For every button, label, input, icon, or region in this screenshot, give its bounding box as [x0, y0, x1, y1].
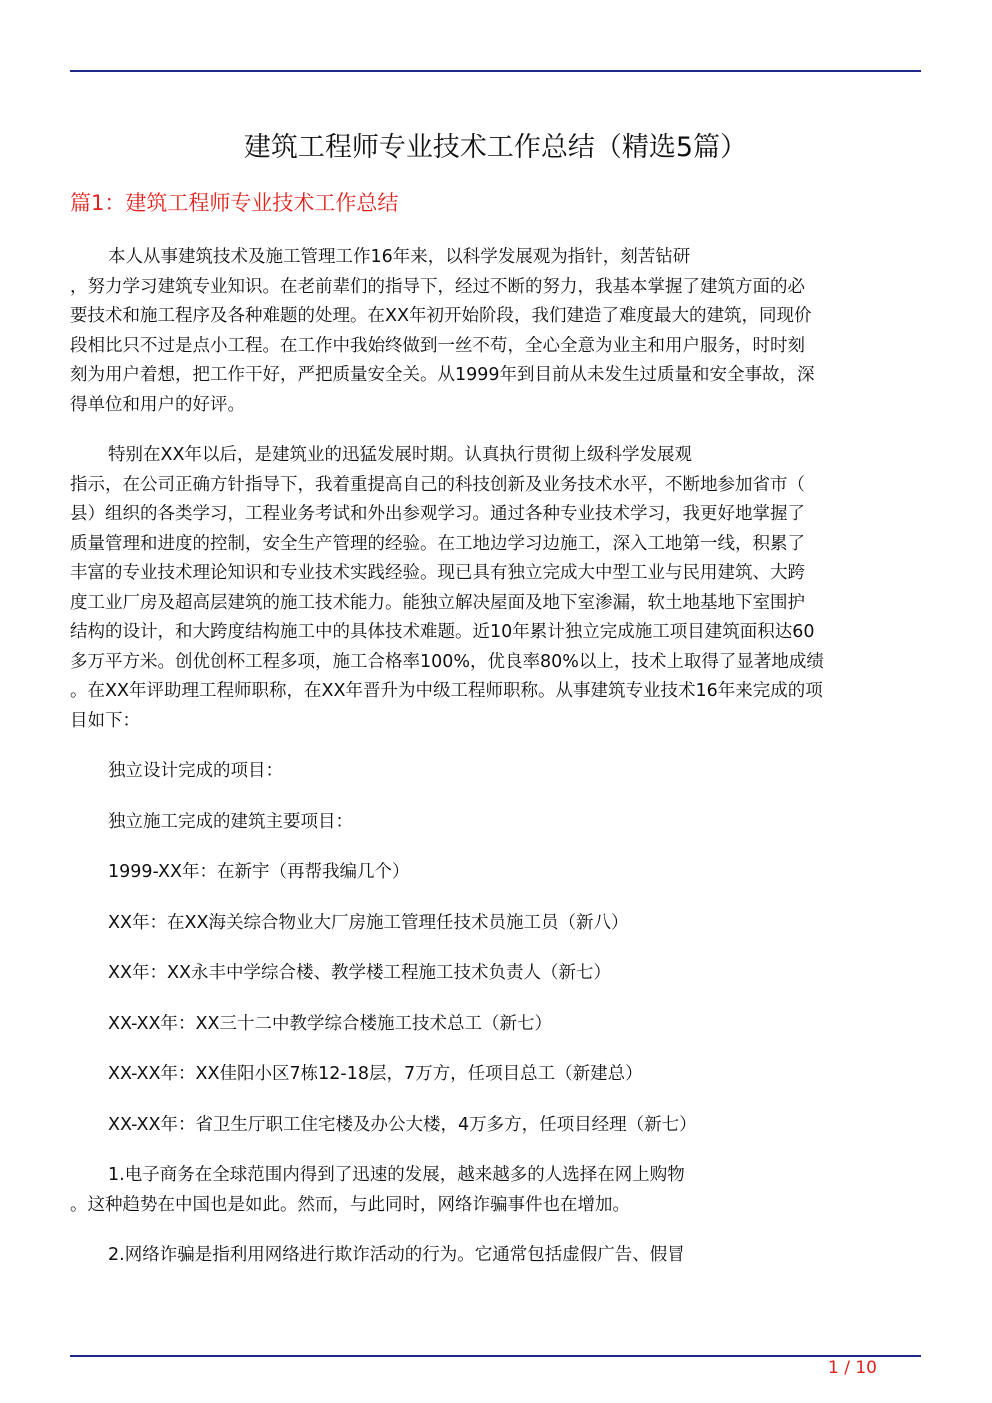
project-item [70, 1060, 921, 1090]
paragraph-line: 本人从事建筑技术及施工管理工作16年来，以科学发展观为指针，刻苦钻研 [108, 247, 691, 267]
paragraph-line: 要技术和施工程序及各种难题的处理。在XX年初开始阶段，我们建造了难度最大的建筑，同现价 [70, 306, 812, 326]
section-heading: 篇1：建筑工程师专业技术工作总结 [70, 191, 399, 215]
paragraph-line: 1999-XX年：在新宇（再帮我编几个） [108, 862, 410, 882]
paragraph-line: 2.网络诈骗是指利用网络进行欺诈活动的行为。它通常包括虚假广告、假冒 [108, 1245, 685, 1265]
project-item [70, 909, 921, 939]
paragraph [70, 808, 921, 838]
paragraph-line: 独立设计完成的项目： [108, 761, 283, 781]
paragraph-line: 。在XX年评助理工程师职称，在XX年晋升为中级工程师职称。从事建筑专业技术16年来完成的项 [70, 681, 823, 701]
document-body [70, 243, 921, 1292]
paragraph-line: 目如下： [70, 710, 140, 731]
paragraph-line: XX年：XX永丰中学综合楼、教学楼工程施工技术负责人（新七） [108, 963, 611, 983]
project-item [70, 858, 921, 888]
paragraph-line: 段相比只不过是点小工程。在工作中我始终做到一丝不苟，全心全意为业主和用户服务，时时刻 [70, 335, 805, 356]
paragraph-line: 指示，在公司正确方针指导下，我着重提高自己的科技创新及业务技术水平，不断地参加省市（ [70, 474, 805, 495]
paragraph-line: 特别在XX年以后，是建筑业的迅猛发展时期。认真执行贯彻上级科学发展观 [108, 445, 692, 465]
paragraph-line: XX-XX年：XX佳阳小区7栋12-18层，7万方，任项目总工（新建总） [108, 1064, 643, 1084]
paragraph-line: 质量管理和进度的控制，安全生产管理的经验。在工地边学习边施工，深入工地第一线，积累了 [70, 533, 805, 554]
paragraph-line: XX年：在XX海关综合物业大厂房施工管理任技术员施工员（新八） [108, 912, 629, 933]
paragraph-line: 结构的设计，和大跨度结构施工中的具体技术难题。近10年累计独立完成施工项目建筑面积达60 [70, 622, 815, 642]
paragraph-line: 1.电子商务在全球范围内得到了迅速的发展，越来越多的人选择在网上购物 [108, 1165, 685, 1185]
paragraph-line: 。这种趋势在中国也是如此。然而，与此同时，网络诈骗事件也在增加。 [70, 1194, 630, 1215]
paragraph [70, 243, 921, 420]
paragraph-line: 多万平方米。创优创杯工程多项，施工合格率100%，优良率80%以上，技术上取得了显著地成绩 [70, 651, 824, 672]
document-title: 建筑工程师专业技术工作总结（精选5篇） [243, 132, 748, 163]
paragraph [70, 1241, 921, 1271]
header-rule [70, 70, 921, 72]
project-item [70, 1010, 921, 1040]
paragraph-line: XX-XX年：XX三十二中教学综合楼施工技术总工（新七） [108, 1013, 553, 1034]
project-item [70, 959, 921, 989]
footer-rule [70, 1355, 921, 1357]
paragraph-line: 度工业厂房及超高层建筑的施工技术能力。能独立解决屋面及地下室渗漏，软土地基地下室围护 [70, 592, 805, 613]
project-item [70, 1111, 921, 1141]
paragraph [70, 757, 921, 787]
page-number: 1 / 10 [828, 1358, 877, 1378]
paragraph-line: XX-XX年：省卫生厅职工住宅楼及办公大楼，4万多方，任项目经理（新七） [108, 1114, 697, 1135]
paragraph [70, 1161, 921, 1220]
paragraph-line: ，努力学习建筑专业知识。在老前辈们的指导下，经过不断的努力，我基本掌握了建筑方面的必 [70, 276, 805, 297]
paragraph-line: 独立施工完成的建筑主要项目： [108, 811, 353, 832]
paragraph-line: 丰富的专业技术理论知识和专业技术实践经验。现已具有独立完成大中型工业与民用建筑、大跨 [70, 563, 805, 583]
paragraph [70, 441, 921, 736]
paragraph-line: 县）组织的各类学习，工程业务考试和外出参观学习。通过各种专业技术学习，我更好地掌握了 [70, 504, 805, 524]
paragraph-line: 得单位和用户的好评。 [70, 394, 245, 415]
paragraph-line: 刻为用户着想，把工作干好，严把质量安全关。从1999年到目前从未发生过质量和安全事故，深 [70, 365, 815, 385]
